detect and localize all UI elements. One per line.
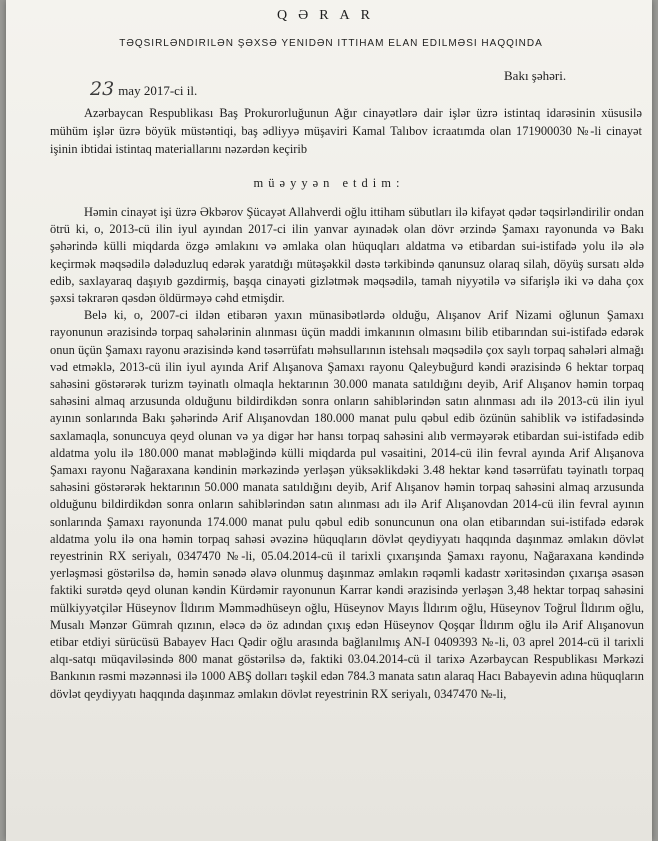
document-date (90, 78, 197, 100)
document-title: QƏRAR (276, 8, 381, 23)
established-heading: müəyyən etdim: (253, 176, 405, 190)
body-paragraph: Həmin cinayət işi üzrə Əkbərov Şücayət Allahverdi oğlu ittiham sübutları ilə kifayət qədər təqsirləndirilir ondan ötrü ki, o, 2013-cü ilin iyul ayından 2017-ci ilin yanvar ayınadək olan dövr ərzində Şamaxı rayonunda və Bakı şəhərində külli miqdarda özgə əmlakını və əmlaka olan hüquqları aldatma və etibardan sui-istifadə yolu ilə ələ keçirmək məqsədilə dələduzluq edərək yaratdığı mütəşəkkil dəstə tərkibində qanunsuz olaraq silah, döyüş sursatı əldə edib, saxlayaraq daşıyıb gəzdirmiş, başqa cinayəti gizlətmək məqsədilə, tamah niyyətilə və sifarişlə iki və daha çox şəxsi təkrarən qəsdən öldürməyə cəhd etmişdir. (50, 205, 644, 306)
body-paragraph: Belə ki, o, 2007-ci ildən etibarən yaxın münasibətlərdə olduğu, Alışanov Arif Nizami oğlunun Şamaxı rayonunun ərazisində torpaq sahələrinin alınması üçün maddi imkanının olmasını bilib etibarından sui-istifadə edərək onun üçün Şamaxı rayonu ərazisində kənd təsərrüfatı məhsullarının istehsalı məqsədilə çox saylı torpaq sahələri almağı vəd etməklə, 2013-cü ilin iyul ayında Arif Alışanova Şamaxı rayonu Qaleybuğurd kəndi ərazisində 6 hektar torpaq sahəsini göstərərək turizm təyinatlı olmaqla hektarının 30.000 manata satıldığını deyib, Arif Alışanov həmin torpaq sahəsini almaq arzusunda olduğunu bildirdikdən sonra onların sahiblərindən satın alınması adı ilə 2013-cü ilin iyul ayının sonlarında Bakı şəhərində Arif Alışanovdan 180.000 manat pulu qəbul edib özünün sahiblik və istifadəsində saxlamaqla, sonuncuya qeyd olunan və ya digər hər hansı torpaq sahəsini alıb verməyərək etibardan sui-istifadə edib aldatma yolu ilə 180.000 manat məbləğində külli miqdarda pul vəsaitini, 2014-cü ilin fevral ayında Arif Alışanova Şamaxı rayonu Nağaraxana kəndinin mərkəzində yerləşən yüksəklikdəki 3.48 hektar kənd təsərrüfatı təyinatlı torpaq sahəsini göstərərək hektarının 50.000 manata satıldığını deyib, Arif Alışanov həmin torpaq sahəsini almaq arzusunda olduğunu bildirdikdən sonra onların sahiblərindən satın alınması adı ilə Arif Alışanovdan 2014-cü ilin fevral ayının sonlarında Şamaxı rayonunda 174.000 manat pulu qəbul edib sonuncunun ona olan etibarından sui-istifadə edərək aldatma yolu ilə ona həmin torpaq sahəsi əvəzinə hüquqların dövlət qeydiyyatı haqqında daşınmaz əmlakın dövlət reyestrinin RX seriyalı, 0347470 №-li, 05.04.2014-cü il tarixli çıxarışında Şamaxı rayonu, Nağaraxana kəndində yerləşməsi göstərilsə də, həmin sənədə əlavə olunmuş daşınmaz əmlakın rəqəmli kadastr xəritəsindən çıxarışa əsasən faktiki surətdə qeyd olunan kəndin Kürdəmir rayonunun Karrar kəndi ərazisində yerləşən 3,48 hektar torpaq sahəsini mülkiyyətçilər Hüseynov İldırım Məmmədhüseyn oğlu, Hüseynov Mayıs İldırım oğlu, Hüseynov Toğrul İldırım oğlu, Musalı Mənzər Gümrah qızının, eləcə də öz adından çıxış edən Hüseynov Qoşqar İldırım oğlu ilə Arif Alışanovun etibar etdiyi sürücüsü Babayev Hacı Qədir oğlu arasında bağlanılmış AN-I 0409393 №-li, 03 aprel 2014-cü il tarixli alqı-satqı müqaviləsində 800 manat göstərilsə də, faktiki 03.04.2014-cü il tarixə Azərbaycan Respublikası Mərkəzi Bankının rəsmi məzənnəsi ilə 1000 ABŞ dolları təşkil edən 784.3 manata satın alaraq Hacı Babayevin adına hüquqların dövlət qeydiyyatı haqqında daşınmaz əmlakın dövlət reyestrinin RX seriyalı, 0347470 №-li, (50, 308, 644, 701)
date-text: may 2017-ci il. (118, 83, 198, 98)
document-body (50, 204, 644, 703)
intro-paragraph: Azərbaycan Respublikası Baş Prokurorluğunun Ağır cinayətlərə dair işlər üzrə istintaq idarəsinin xüsusilə mühüm işlər üzrə böyük müstəntiqi, baş ədliyyə müşaviri Kamal Talıbov icraatımda olan 171900030 №-li cinayət işinin ibtidai istintaq materiallarını nəzərdən keçirib (50, 106, 642, 156)
handwritten-day: 23 (90, 78, 115, 100)
document-place: Bakı şəhəri. (504, 68, 567, 83)
document-subtitle: TƏQSIRLƏNDIRILƏN ŞƏXSƏ YENIDƏN ITTIHAM ELAN EDILMƏSI HAQQINDA (119, 38, 543, 49)
document-page (6, 0, 652, 841)
